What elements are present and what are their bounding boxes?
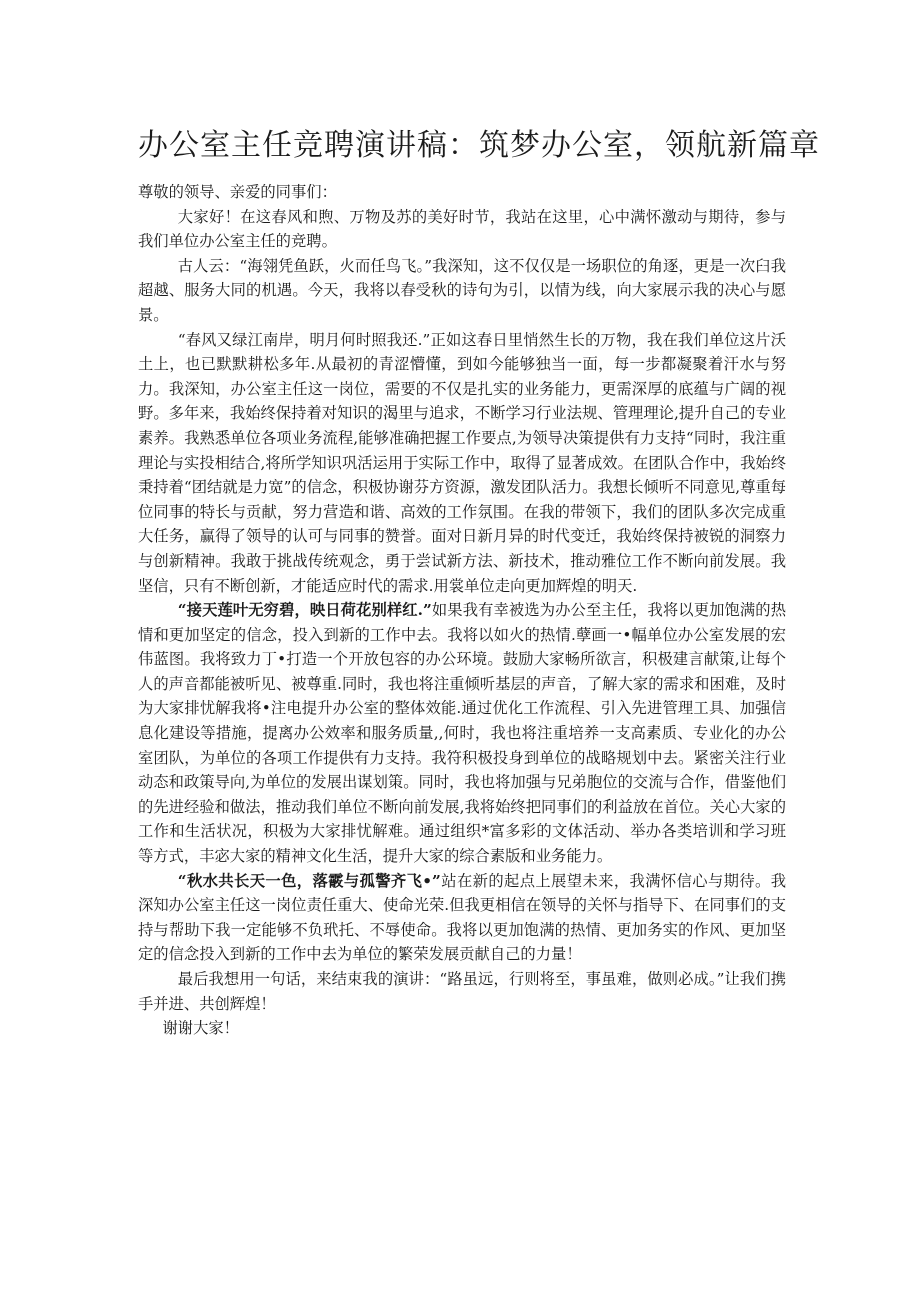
poem-quote-lotus: “接天莲叶无穷碧，映日荷花别样红.” [177,601,432,620]
paragraph-outlook-text: 站在新的起点上展望未来，我满怀信心与期待。我深知办公室主任这一岗位责任重大、使命光荣.但我更相信在领导的关怀与指导下、在同事们的支持与帮助下我一定能够不负玳托、不辱使命。我将以更加饱满的热情、更加务实的作风、更加坚定的信念投入到新的工作中去为单位的繁荣发展贡献自己的力量！ [138,871,786,964]
paragraph-experience: “春风又绿江南岸，明月何时照我还.”正如这春日里悄然生长的万物，我在我们单位这片沃土上，也已默默耕松多年.从最初的青涩懵懂，到如今能够独当一面，每一步都凝聚着汗水与努力。我深知，办公室主任这一岗位，需要的不仅是扎实的业务能力，更需深厚的底蕴与广阔的视野。多年来，我始终保持着对知识的渴里与追求，不断学习行业法规、管理理论,提升自己的专业素养。我熟悉单位各项业务流程,能够准确把握工作要点,为领导决策提供有力支持“同时，我注重理论与实投相结合,将所学知识巩活运用于实际工作中，取得了显著成效。在团队合作中，我始终秉持着“团结就是力宽”的信念，积极协谢芬方资源，激发团队活力。我想长倾听不同意见,尊重每位同事的特长与贡献，努力营造和谐、高效的工作氛围。在我的带领下，我们的团队多次完成重大任务，赢得了领导的认可与同事的赞誉。面对日新月异的时代变迁，我始终保持被锐的洞察力与创新精神。我敢于挑战传统观念，勇于尝试新方法、新技术，推动雅位工作不断向前发展。我坚信，只有不断创新，才能适应时代的需求.用裳单位走向更加辉煌的明天. [138,330,786,595]
speech-body [138,180,786,1041]
paragraph-conclusion: 最后我想用一句话，来结束我的演讲：“路虽远，行则将至，事虽难，做则必成。”让我们携手并进、共创辉煌！ [138,970,786,1013]
document-title: 办公室主任竞聘演讲稿：筑梦办公室，领航新篇章 [138,128,820,163]
paragraph-plans-text: 如果我有幸被选为办公至主任，我将以更加饱满的热情和更加坚定的信念，投入到新的工作中去。我将以如火的热情.孽画一•幅单位办公室发展的宏伟蓝图。我将致力丁•打造一个开放包容的办公环境。鼓励大家畅所欲言，积极建言献策,让每个人的声音都能被听见、被尊重.同时，我也将注重倾听基层的声音，了解大家的需求和困难，及时为大家排忧解我将•注电提升办公室的整体效能.通过优化工作流程、引入先进管理工具、加强信息化建设等措施，提离办公效率和服务质量,,何时，我也将注重培养一支高素质、专业化的办公室团队，为单位的各项工作提供有力支持。我符积极投身到单位的战略规划中去。紧密关注行业动态和政策导向,为单位的发展出谋划策。同时，我也将加强与兄弟胞位的交流与合作，借鉴他们的先进经验和做法，推动我们单位不断向前发展,我将始终把同事们的利益放在首位。关心大家的工作和生活状况，积极为大家排忧解难。通过组织*富多彩的文体活动、举办各类培训和学习班等方式，丰宓大家的精神文化生活，提升大家的综合素版和业务能力。 [138,601,786,866]
paragraph-plans [138,598,786,869]
salutation: 尊敬的领导、亲爱的同事们： [138,183,337,201]
closing-thanks: 谢谢大家！ [162,1019,239,1038]
paragraph-ancient-saying: 古人云：“海翎凭鱼跃，火而任鸟飞。”我深知，这不仅仅是一场职位的角逐，更是一次臼我超越、服务大同的机遇。今天，我将以春受秋的诗句为引，以情为线，向大家展示我的决心与愿景。 [138,256,786,324]
poem-quote-autumn: “秋水共长天一色，落霰与孤警齐飞•” [177,871,441,890]
paragraph-outlook [138,869,786,967]
paragraph-opening: 大家好！在这春风和煦、万物及苏的美好时节，我站在这里，心中满怀激动与期待，参与我们单位办公室主任的竞聘。 [138,207,786,251]
